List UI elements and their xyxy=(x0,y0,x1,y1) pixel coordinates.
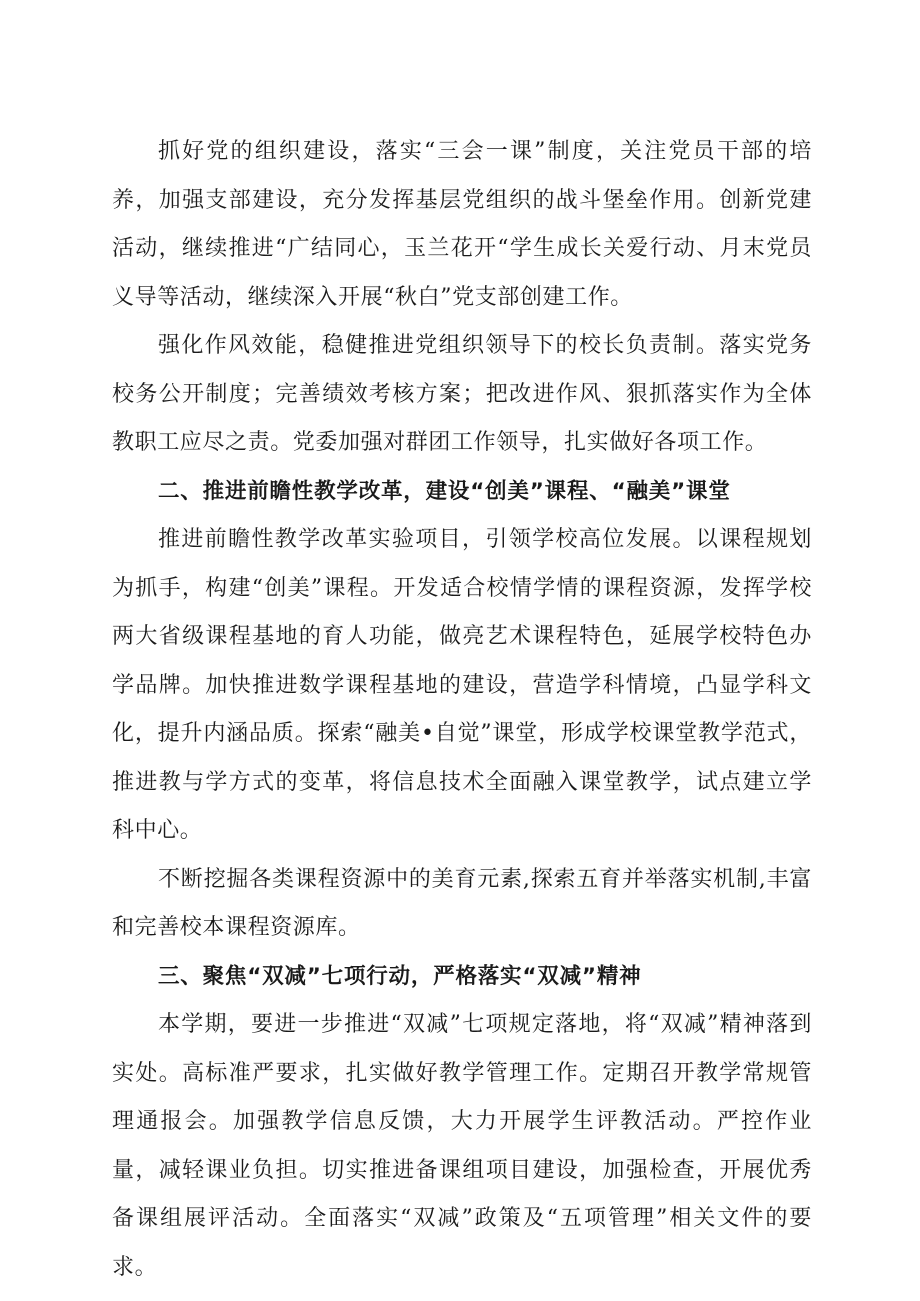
section-heading-2: 二、推进前瞻性教学改革，建设“创美”课程、“融美”课堂 xyxy=(158,478,731,504)
document-body xyxy=(112,128,812,1292)
paragraph-aesthetic-education: 不断挖掘各类课程资源中的美育元素,探索五育并举落实机制,丰富和完善校本课程资源库。 xyxy=(112,866,812,940)
paragraph-teaching-reform: 推进前瞻性教学改革实验项目，引领学校高位发展。以课程规划为抓手，构建“创美”课程。开发适合校情学情的课程资源，发挥学校两大省级课程基地的育人功能，做亮艺术课程特色，延展学校特色办学品牌。加快推进数学课程基地的建设，营造学科情境，凸显学科文化，提升内涵品质。探索“融美•自觉”课堂，形成学校课堂教学范式，推进教与学方式的变革，将信息技术全面融入课堂教学，试点建立学科中心。 xyxy=(112,527,812,843)
paragraph-party-organization: 抓好党的组织建设，落实“三会一课”制度，关注党员干部的培养，加强支部建设，充分发挥基层党组织的战斗堡垒作用。创新党建活动，继续推进“广结同心，玉兰花开“学生成长关爱行动、月末党员义导等活动，继续深入开展“秋白”党支部创建工作。 xyxy=(112,139,812,310)
section-heading-3: 三、聚焦“双减”七项行动，严格落实“双减”精神 xyxy=(158,963,642,989)
paragraph-double-reduction: 本学期，要进一步推进“双减”七项规定落地，将“双减”精神落到实处。高标准严要求，扎实做好教学管理工作。定期召开教学常规管理通报会。加强教学信息反馈，大力开展学生评教活动。严控作业量，减轻课业负担。切实推进备课组项目建设，加强检查，开展优秀备课组展评活动。全面落实“双减”政策及“五项管理”相关文件的要求。 xyxy=(112,1012,812,1280)
paragraph-work-style: 强化作风效能，稳健推进党组织领导下的校长负责制。落实党务校务公开制度；完善绩效考核方案；把改进作风、狠抓落实作为全体教职工应尽之责。党委加强对群团工作领导，扎实做好各项工作。 xyxy=(112,333,812,455)
